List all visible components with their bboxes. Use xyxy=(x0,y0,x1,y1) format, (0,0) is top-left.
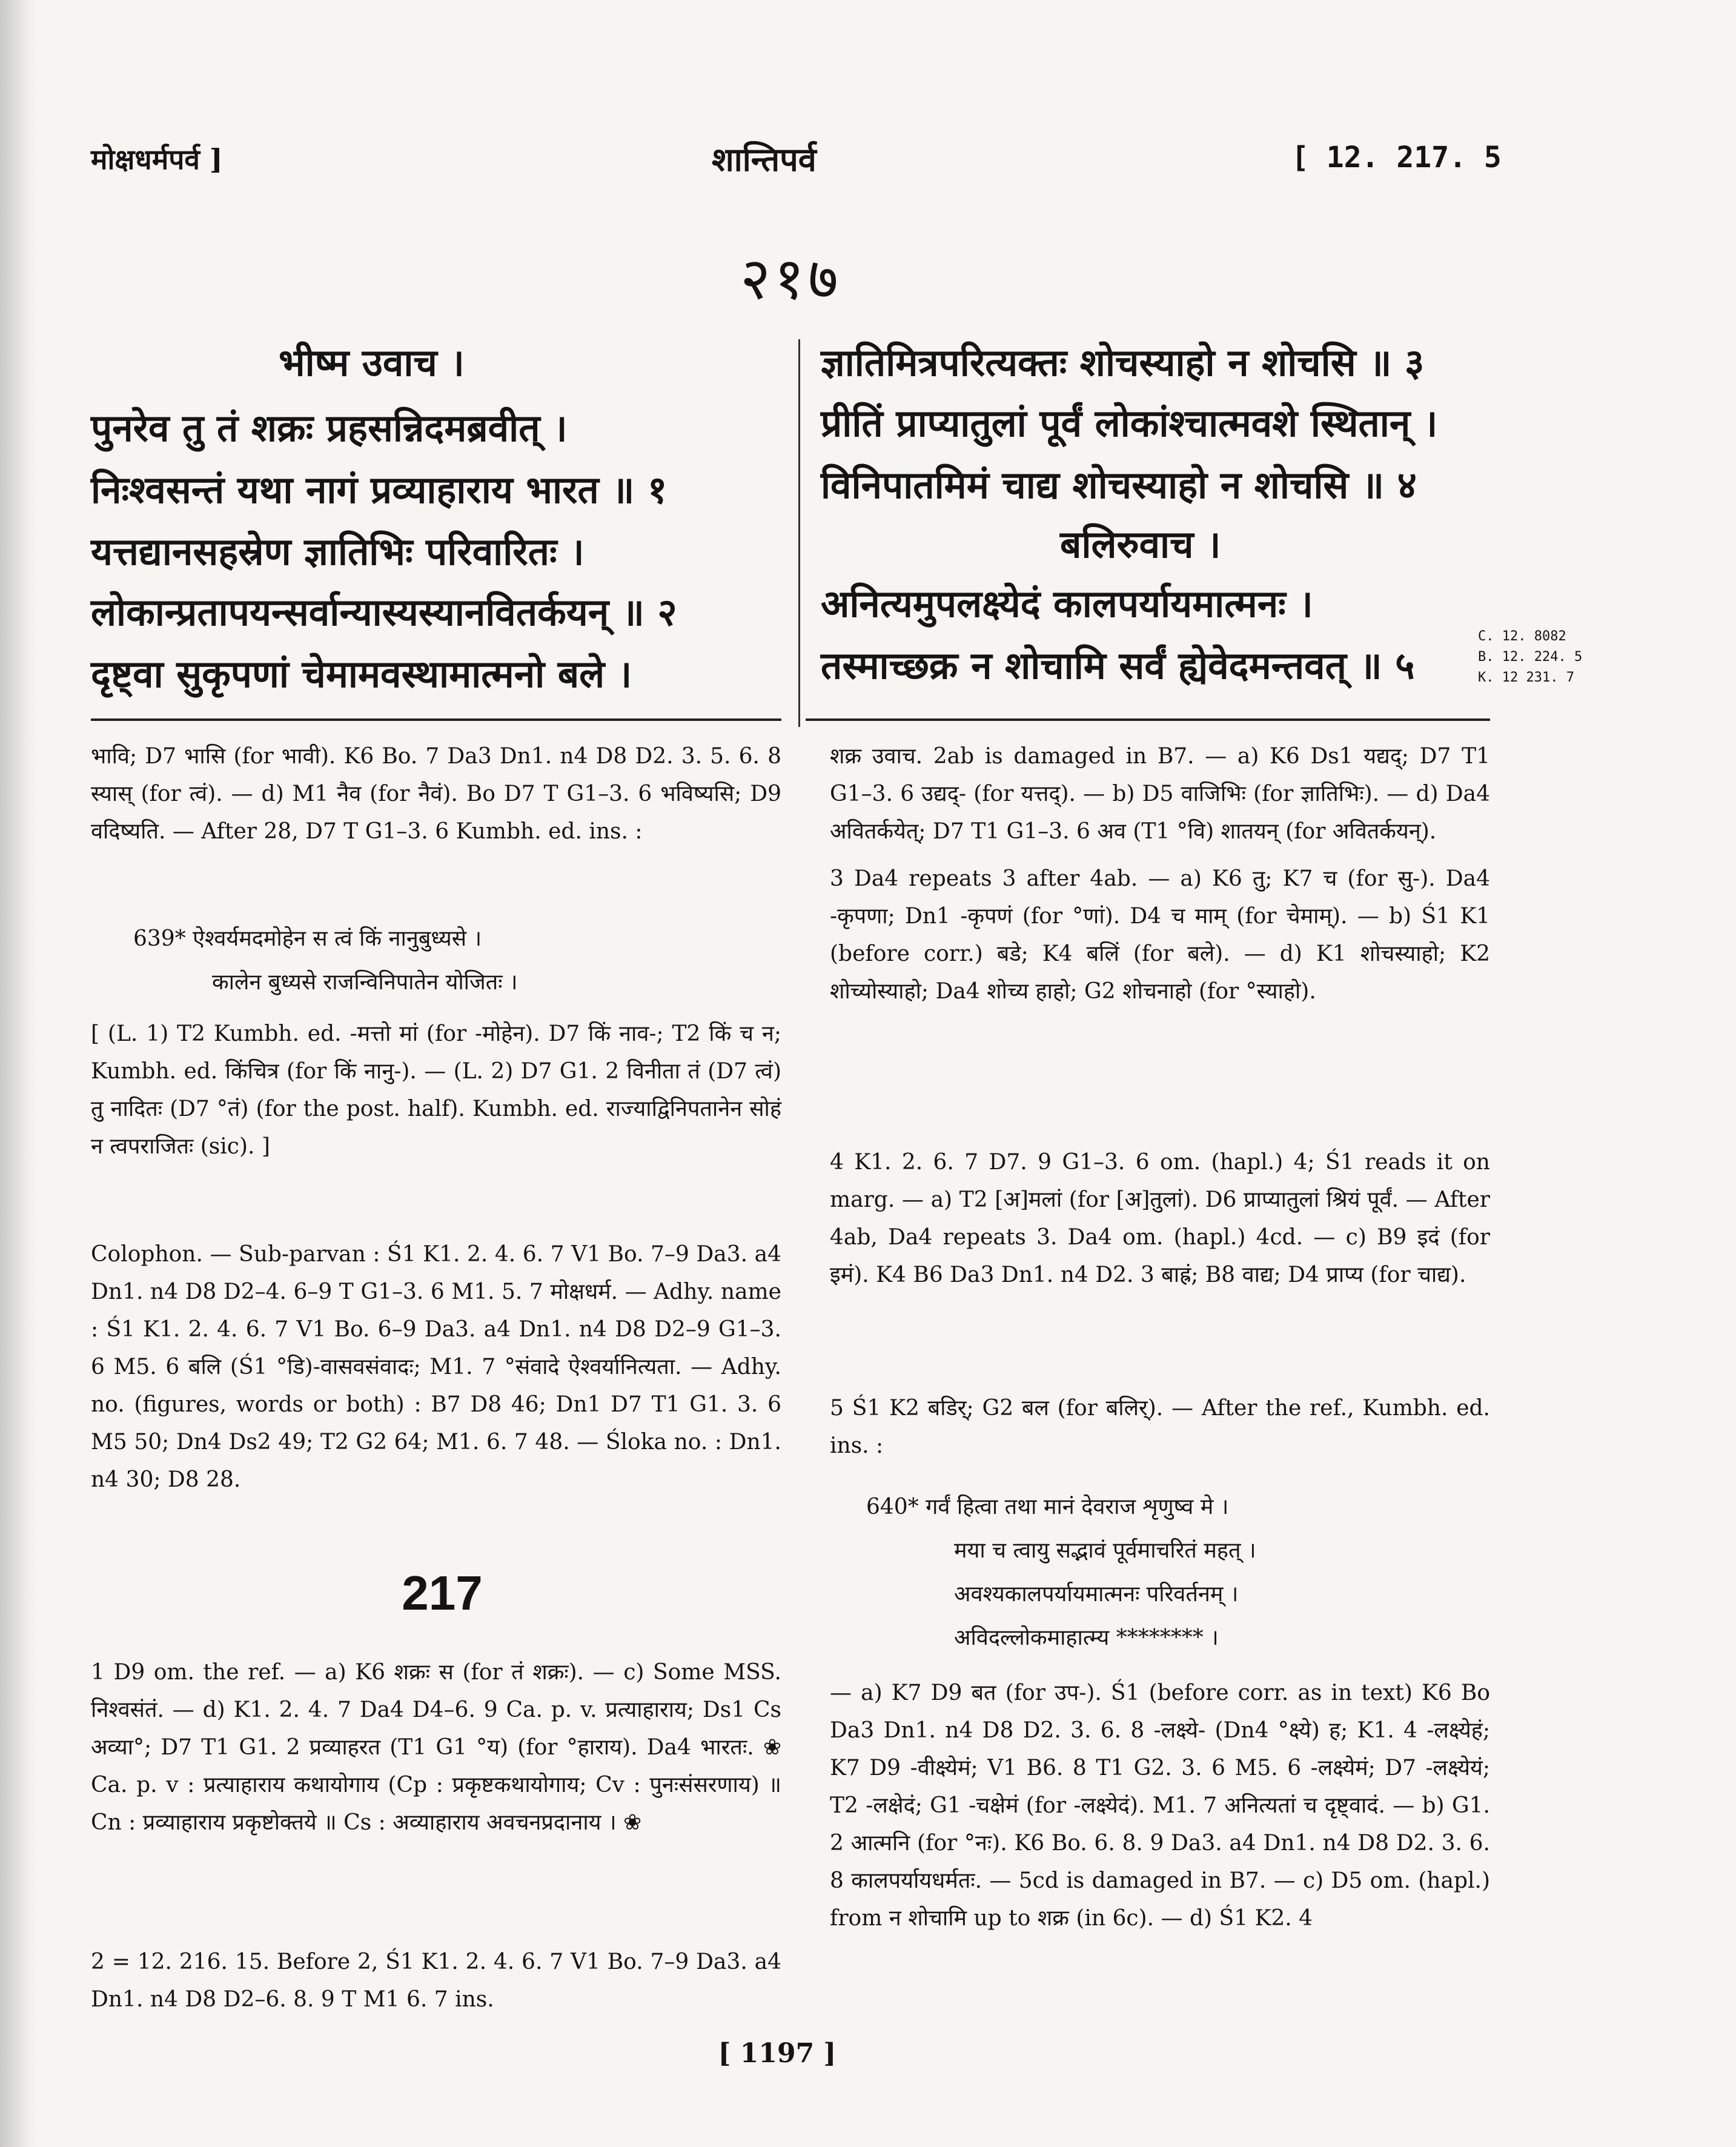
page-shadow xyxy=(0,0,36,2147)
star-passage-640-line: अविदल्लोकमाहात्म्य ******** । xyxy=(954,1625,1219,1650)
star-passage-640-line: मया च त्वायु सद्भावं पूर्वमाचरितं महत् । xyxy=(954,1538,1256,1563)
right-note-para: — a) K7 D9 बत (for उप-). Ś1 (before corr. as in text) K6 Bo Da3 Dn1. n4 D8 D2. 3. 6. 8 -लक्ष्ये- (Dn4 °क्ष्ये) ह; K1. 4 -लक्ष्येहं; K7 D9 -वीक्ष्येमं; V1 B6. 8 T1 G2. 3. 6 M5. 6 -लक्ष्येमं; D7 -लक्ष्येयं; T2 -लक्षेदं; G1 -चक्षेमं (for -लक्ष्येदं). M1. 7 अनित्यतां च दृष्ट्वादं. — b) G1. 2 आत्मनि (for °नः). K6 Bo. 6. 8. 9 Da3. a4 Dn1. n4 D8 D2. 3. 6. 8 कालपर्यायधर्मतः. — 5cd is damaged in B7. — c) D5 om. (hapl.) from न शोचामि up to शक्र (in 6c). — d) Ś1 K2. 4 xyxy=(830,1681,1490,1931)
left-note-para: 2 = 12. 216. 15. Before 2, Ś1 K1. 2. 4. 6. 7 V1 Bo. 7–9 Da3. a4 Dn1. n4 D8 D2–6. 8. 9 T M1 6. 7 ins. xyxy=(91,1950,781,2012)
star-passage-639-line: 639* ऐश्वर्यमदमोहेन स त्वं किं नानुबुध्यसे । xyxy=(133,926,482,951)
right-speaker: बलिरुवाच । xyxy=(1060,522,1221,566)
star-passage-640-line: 640* गर्वं हित्वा तथा मानं देवराज शृणुष्व मे । xyxy=(866,1495,1229,1519)
left-note-para: 1 D9 om. the ref. — a) K6 शक्रः स (for तं शक्रः). — c) Some MSS. निश्वसंतं. — d) K1. 2. 4. 7 Da4 D4–6. 9 Ca. p. v. प्रत्याहाराय; Ds1 Cs अव्या°; D7 T1 G1. 2 प्रव्याहरत (T1 G1 °य) (for °हाराय). Da4 भारतः. ❀ Ca. p. v : प्रत्याहाराय कथायोगाय (Cp : प्रकृष्टकथायोगाय; Cv : पुनःसंसरणाय) ॥ Cn : प्रव्याहाराय प्रकृष्टोक्तये ॥ Cs : अव्याहाराय अवचनप्रदानाय । ❀ xyxy=(91,1660,781,1835)
left-note-colophon: Colophon. — Sub-parvan : Ś1 K1. 2. 4. 6. 7 V1 Bo. 7–9 Da3. a4 Dn1. n4 D8 D2–4. 6–9 T G1–3. 6 M1. 5. 7 मोक्षधर्म. — Adhy. name : Ś1 K1. 2. 4. 6. 7 V1 Bo. 6–9 Da3. a4 Dn1. n4 D8 D2–9 G1–3. 6 M5. 6 बलि (Ś1 °डि)-वासवसंवादः; M1. 7 °संवादे ऐश्वर्यानित्यता. — Adhy. no. (figures, words or both) : B7 D8 46; Dn1 D7 T1 G1. 3. 6 M5 50; Dn4 Ds2 49; T2 G2 64; M1. 6. 7 48. — Śloka no. : Dn1. n4 30; D8 28. xyxy=(91,1242,781,1492)
right-note-para: 5 Ś1 K2 बडिर्; G2 बल (for बलिर्). — After the ref., Kumbh. ed. ins. : xyxy=(830,1396,1490,1458)
citation-kumbhakonam: K. 12 231. 7 xyxy=(1478,670,1574,685)
verse-column-divider xyxy=(798,339,800,727)
section-number: 217 xyxy=(402,1566,483,1620)
right-note-para: शक्र उवाच. 2ab is damaged in B7. — a) K6 Ds1 यद्यद्; D7 T1 G1–3. 6 उद्यद्- (for यत्तद्). — b) D5 वाजिभिः (for ज्ञातिभिः). — d) Da4 अवितर्कयेत्; D7 T1 G1–3. 6 अव (T1 °वि) शातयन् (for अवितर्कयन्). xyxy=(830,744,1490,844)
right-note-para: 4 K1. 2. 6. 7 D7. 9 G1–3. 6 om. (hapl.) 4; Ś1 reads it on marg. — a) T2 [अ]मलां (for [अ]तुलां). D6 प्राप्यातुलां श्रियं पूर्वं. — After 4ab, Da4 repeats 3. Da4 om. (hapl.) 4cd. — c) B9 इदं (for इमं). K4 B6 Da3 Dn1. n4 D2. 3 बाह्रं; B8 वाद्य; D4 प्राप्य (for चाद्य). xyxy=(830,1150,1490,1287)
left-note-para: [ (L. 1) T2 Kumbh. ed. -मत्तो मां (for -मोहेन). D7 किं नाव-; T2 किं च न; Kumbh. ed. किंचित्र (for किं नानु-). — (L. 2) D7 G1. 2 विनीता तं (D7 त्वं) तु नादितः (D7 °तं) (for the post. half). Kumbh. ed. राज्याद्विनिपतानेन सोहं न त्वपराजितः (sic). ] xyxy=(91,1021,781,1159)
star-passage-639-line: कालेन बुध्यसे राजन्विनिपातेन योजितः । xyxy=(212,970,518,995)
right-verse-line: विनिपातमिमं चाद्य शोचस्याहो न शोचसि ॥ ४ xyxy=(821,463,1417,507)
left-verse-line: दृष्ट्वा सुकृपणां चेमामवस्थामात्मनो बले । xyxy=(91,652,632,696)
running-header-right: [ 12. 217. 5 xyxy=(1291,141,1502,174)
left-speaker: भीष्म उवाच । xyxy=(279,340,465,385)
left-verse-line: निःश्वसन्तं यथा नागं प्रव्याहाराय भारत ॥ १ xyxy=(91,468,668,512)
right-verse-line: तस्माच्छक्र न शोचामि सर्वं ह्येवेदमन्तवत् ॥ ५ xyxy=(821,643,1415,688)
left-verse-line: पुनरेव तु तं शक्रः प्रहसन्निदमब्रवीत् । xyxy=(91,406,568,450)
citation-bombay: B. 12. 224. 5 xyxy=(1478,649,1583,665)
citation-calcutta: C. 12. 8082 xyxy=(1478,629,1566,644)
left-verse-line: यत्तद्यानसहस्रेण ज्ञातिभिः परिवारितः । xyxy=(91,529,585,574)
right-verse-line: ज्ञातिमित्रपरित्यक्तः शोचस्याहो न शोचसि ॥ ३ xyxy=(821,340,1425,385)
right-note-para: 3 Da4 repeats 3 after 4ab. — a) K6 तु; K7 च (for सु-). Da4 -कृपणा; Dn1 -कृपणं (for °णां). D4 च माम् (for चेमाम्). — b) Ś1 K1 (before corr.) बडे; K4 बलिं (for बले). — d) K1 शोचस्याहो; K2 शोच्योस्याहो; Da4 शोच्य हाहो; G2 शोचनाहो (for °स्याहो). xyxy=(830,866,1490,1004)
running-header-left: मोक्षधर्मपर्व ] xyxy=(91,143,223,176)
running-header-center: शान्तिपर्व xyxy=(712,140,817,179)
page-number: [ 1197 ] xyxy=(718,2038,837,2069)
right-verse-rule xyxy=(806,718,1490,721)
left-verse-line: लोकान्प्रतापयन्सर्वान्यास्यस्यानवितर्कयन् ॥ २ xyxy=(91,590,677,634)
adhyaya-number: २१७ xyxy=(740,245,842,313)
left-verse-rule xyxy=(91,718,781,721)
star-passage-640-line: अवश्यकालपर्यायमात्मनः परिवर्तनम् । xyxy=(954,1582,1239,1607)
right-verse-line: प्रीतिं प्राप्यातुलां पूर्वं लोकांश्चात्मवशे स्थितान् । xyxy=(821,401,1438,445)
right-verse-line: अनित्यमुपलक्ष्येदं कालपर्यायमात्मनः । xyxy=(821,582,1313,626)
left-note-para: भावि; D7 भासि (for भावी). K6 Bo. 7 Da3 Dn1. n4 D8 D2. 3. 5. 6. 8 स्यास् (for त्वं). — d) M1 नैव (for नैवं). Bo D7 T G1–3. 6 भविष्यसि; D9 वदिष्यति. — After 28, D7 T G1–3. 6 Kumbh. ed. ins. : xyxy=(91,744,781,844)
